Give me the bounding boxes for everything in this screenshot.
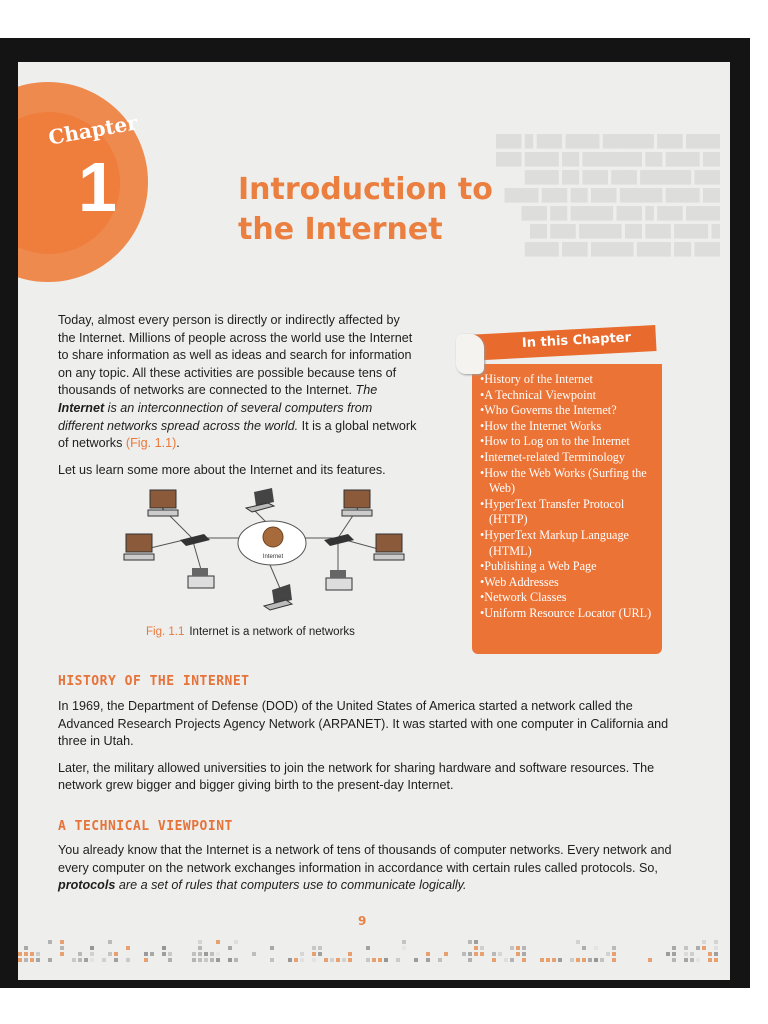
pixel-block xyxy=(336,958,340,962)
pixel-block xyxy=(594,946,598,950)
pixel-block xyxy=(192,958,196,962)
chapter-topic-item: • How the Internet Works xyxy=(480,419,658,435)
pixel-block xyxy=(684,946,688,950)
pixel-block xyxy=(312,958,316,962)
pixel-block xyxy=(204,958,208,962)
intro-paragraph xyxy=(58,312,418,453)
in-this-chapter-box xyxy=(456,320,662,662)
pixel-block xyxy=(462,952,466,956)
pixel-block xyxy=(144,952,148,956)
pixel-block xyxy=(684,958,688,962)
pixel-block xyxy=(648,958,652,962)
chapter-topic-item: • HyperText Transfer Protocol (HTTP) xyxy=(480,497,658,528)
pixel-block xyxy=(672,958,676,962)
pixel-block xyxy=(672,946,676,950)
pixel-block xyxy=(72,958,76,962)
chapter-number: 1 xyxy=(78,148,117,226)
pixel-block xyxy=(18,952,22,956)
pixel-block xyxy=(546,958,550,962)
chapter-topic-item: • HyperText Markup Language (HTML) xyxy=(480,528,658,559)
chapter-topic-item: • How the Web Works (Surfing the Web) xyxy=(480,466,658,497)
intro-definition-start: The xyxy=(355,383,378,398)
pixel-block xyxy=(384,958,388,962)
pixel-block xyxy=(312,946,316,950)
chapter-topic-item: • Web Addresses xyxy=(480,575,658,591)
intro-definition: is an interconnection of several computers from different networks spread across the world. xyxy=(58,400,373,433)
chapter-topic-item: • Internet-related Terminology xyxy=(480,450,658,466)
pixel-block xyxy=(684,952,688,956)
pixel-block xyxy=(552,958,556,962)
pixel-block xyxy=(672,952,676,956)
desktop-top-left-icon xyxy=(148,490,178,516)
pixel-block xyxy=(510,946,514,950)
pixel-block xyxy=(36,958,40,962)
pixel-block xyxy=(606,952,610,956)
laptop-bottom-icon xyxy=(264,584,292,610)
desktop-left-icon xyxy=(124,534,154,560)
internet-cloud xyxy=(238,521,306,565)
pixel-block xyxy=(348,952,352,956)
intro-text: Today, almost every person is directly or indirectly affected by the Internet. Millions of people across the world use the Internet to share information as well as ideas and search for information on any topic. All these activities are possible because tens of thousands of networks are connected to the Internet. xyxy=(58,313,413,398)
pixel-block xyxy=(318,946,322,950)
pixel-block xyxy=(474,952,478,956)
pixel-block xyxy=(492,952,496,956)
in-this-chapter-heading: In this Chapter xyxy=(521,330,632,352)
internet-term: Internet xyxy=(58,400,105,415)
chapter-topic-item: • Who Governs the Internet? xyxy=(480,403,658,419)
chapter-title xyxy=(238,170,558,250)
history-section xyxy=(58,698,678,804)
figure-reference: (Fig. 1.1) xyxy=(125,436,177,451)
book-page xyxy=(18,62,730,980)
pixel-block xyxy=(498,952,502,956)
pixel-block xyxy=(474,946,478,950)
chapter-topic-item: • Uniform Resource Locator (URL) xyxy=(480,606,658,622)
pixel-block xyxy=(588,958,592,962)
laptop-top-center-icon xyxy=(246,488,274,512)
pixel-block xyxy=(582,958,586,962)
pixel-block xyxy=(90,946,94,950)
pixel-block xyxy=(522,946,526,950)
pixel-block xyxy=(48,940,52,944)
pixel-block xyxy=(108,952,112,956)
pixel-block xyxy=(36,952,40,956)
pixel-block xyxy=(210,952,214,956)
pixel-block xyxy=(426,958,430,962)
pixel-block xyxy=(234,958,238,962)
page-number: 9 xyxy=(358,914,367,928)
pixel-block xyxy=(612,958,616,962)
pixel-block xyxy=(666,952,670,956)
pixel-block xyxy=(378,958,382,962)
chapter-topic-item: • History of the Internet xyxy=(480,372,658,388)
pixel-block xyxy=(492,958,496,962)
pixel-block xyxy=(690,952,694,956)
history-paragraph-1: In 1969, the Department of Defense (DOD) of the United States of America started a network called the Advanced Research Projects Agency Network (ARPANET). It was started with one computer in California and three in Utah. xyxy=(58,699,669,749)
pixel-block xyxy=(324,958,328,962)
pixel-block xyxy=(540,958,544,962)
pixel-block xyxy=(480,946,484,950)
pixel-block xyxy=(612,952,616,956)
pixel-block xyxy=(30,958,34,962)
protocols-definition: are a set of rules that computers use to communicate logically. xyxy=(115,878,467,893)
router-left-icon xyxy=(180,534,210,546)
network-figure xyxy=(112,478,412,638)
pixel-block xyxy=(294,958,298,962)
pixel-block xyxy=(78,952,82,956)
pixel-block xyxy=(690,958,694,962)
pixel-block xyxy=(168,958,172,962)
pixel-block xyxy=(318,952,322,956)
pixel-block xyxy=(468,958,472,962)
pixel-block xyxy=(228,958,232,962)
figure-caption-text: Internet is a network of networks xyxy=(189,626,355,638)
pixel-block xyxy=(228,946,232,950)
pixel-block xyxy=(198,946,202,950)
pixel-block xyxy=(144,958,148,962)
pixel-block xyxy=(366,946,370,950)
pixel-block xyxy=(522,952,526,956)
pixel-block xyxy=(612,946,616,950)
pixel-block xyxy=(576,940,580,944)
chapter-topic-item: • How to Log on to the Internet xyxy=(480,434,658,450)
chapter-label: Chapter xyxy=(46,110,140,150)
pixel-block xyxy=(714,958,718,962)
chapter-topic-item: • Network Classes xyxy=(480,590,658,606)
pixel-block xyxy=(558,958,562,962)
pixel-block xyxy=(198,952,202,956)
pixel-block xyxy=(504,958,508,962)
pixel-block xyxy=(270,958,274,962)
pixel-block xyxy=(372,958,376,962)
chapter-topics-list xyxy=(480,372,658,622)
pixel-block xyxy=(396,958,400,962)
pixel-block xyxy=(696,958,700,962)
chapter-topic-item: • A Technical Viewpoint xyxy=(480,388,658,404)
pixel-block xyxy=(522,958,526,962)
pixel-block xyxy=(288,958,292,962)
pixel-block xyxy=(714,952,718,956)
pixel-block xyxy=(234,940,238,944)
pixel-block xyxy=(126,958,130,962)
pixel-block xyxy=(516,952,520,956)
pixel-block xyxy=(150,952,154,956)
pixel-block xyxy=(162,952,166,956)
pixel-block xyxy=(300,958,304,962)
desktop-top-right-icon xyxy=(342,490,372,516)
pixel-block xyxy=(438,958,442,962)
pixel-block xyxy=(24,952,28,956)
pixel-block xyxy=(468,952,472,956)
pixel-block xyxy=(468,940,472,944)
pixel-block xyxy=(204,952,208,956)
pixel-block xyxy=(444,952,448,956)
figure-caption xyxy=(146,626,355,638)
pixel-block xyxy=(402,940,406,944)
pixel-block xyxy=(300,952,304,956)
intro-end: . xyxy=(176,436,180,451)
pixel-block xyxy=(48,958,52,962)
technical-viewpoint-heading: A TECHNICAL VIEWPOINT xyxy=(58,819,233,834)
technical-text: You already know that the Internet is a network of tens of thousands of computer networks. Every network and every computer on the network exchanges information in accordance with certain rules called protocols. So, xyxy=(58,843,672,875)
pixel-block xyxy=(576,958,580,962)
pixel-block xyxy=(60,946,64,950)
pixel-block xyxy=(342,958,346,962)
pixel-block xyxy=(402,946,406,950)
pixel-block xyxy=(600,958,604,962)
pixel-block xyxy=(270,946,274,950)
pixel-block xyxy=(702,946,706,950)
pixel-block xyxy=(114,958,118,962)
pixel-block xyxy=(252,952,256,956)
desktop-right-icon xyxy=(374,534,404,560)
technical-paragraph xyxy=(58,842,678,895)
pixel-block xyxy=(60,940,64,944)
pixel-block xyxy=(102,958,106,962)
pixel-block xyxy=(702,940,706,944)
pixel-block xyxy=(60,952,64,956)
pixel-block xyxy=(168,952,172,956)
pixel-block xyxy=(312,952,316,956)
pixel-block xyxy=(30,952,34,956)
pixel-block xyxy=(24,946,28,950)
pixel-block xyxy=(78,958,82,962)
printer-left-icon xyxy=(188,568,214,588)
pixel-block xyxy=(192,952,196,956)
pixel-block xyxy=(90,952,94,956)
pixel-block xyxy=(714,940,718,944)
pixel-block xyxy=(24,958,28,962)
pixel-block xyxy=(366,958,370,962)
pixel-block xyxy=(426,952,430,956)
intro-paragraph-2: Let us learn some more about the Internet and its features. xyxy=(58,462,386,477)
pixel-block xyxy=(216,940,220,944)
chapter-title-line-2: the Internet xyxy=(238,212,443,247)
pixel-block xyxy=(714,946,718,950)
pixel-block xyxy=(198,958,202,962)
pixel-block xyxy=(216,958,220,962)
pixel-block xyxy=(114,952,118,956)
pixel-block xyxy=(414,958,418,962)
history-heading: HISTORY OF THE INTERNET xyxy=(58,674,250,689)
paper-curl-decoration xyxy=(456,334,484,374)
pixel-block xyxy=(198,940,202,944)
pixel-block xyxy=(210,958,214,962)
chapter-topic-item: • Publishing a Web Page xyxy=(480,559,658,575)
pixel-block xyxy=(162,946,166,950)
in-this-chapter-banner xyxy=(465,325,656,361)
pixel-block xyxy=(696,946,700,950)
pixel-block xyxy=(480,952,484,956)
pixel-block xyxy=(108,940,112,944)
bleed-through-text: ████ ███ ██████ ████ ███ █ ███ ██ ████ ██ ███████ ██ ████ ███ ███ ██████ ███ ███ ██ ████ ██ ████ █████ ███ ██ ███ ████ ████ ███ █ ███ █████ ██ ███ █ ████ ███ ██ █████ ███ ██ ███ ██ ████ █████ ███ ████ xyxy=(495,134,720,256)
pixel-block xyxy=(474,940,478,944)
pixel-block xyxy=(330,958,334,962)
pixel-block xyxy=(84,958,88,962)
printer-right-icon xyxy=(326,570,352,590)
pixel-footer-decoration xyxy=(18,920,730,968)
pixel-block xyxy=(510,958,514,962)
pixel-block xyxy=(570,958,574,962)
pixel-block xyxy=(594,958,598,962)
figure-caption-number: Fig. 1.1 xyxy=(146,626,185,638)
chapter-title-line-1: Introduction to xyxy=(238,172,493,207)
technical-section xyxy=(58,842,678,895)
pixel-block xyxy=(18,958,22,962)
pixel-block xyxy=(126,946,130,950)
pixel-block xyxy=(348,958,352,962)
pixel-block xyxy=(708,952,712,956)
internet-cloud-label: Internet xyxy=(262,554,284,560)
pixel-block xyxy=(216,952,220,956)
intro-section xyxy=(58,312,418,488)
intro-text-cont: It is a global network of networks xyxy=(58,418,417,451)
pixel-block xyxy=(582,946,586,950)
protocols-term: protocols xyxy=(58,878,116,893)
pixel-block xyxy=(516,946,520,950)
pixel-block xyxy=(708,958,712,962)
pixel-block xyxy=(90,958,94,962)
history-paragraph-2: Later, the military allowed universities to join the network for sharing hardware and software resources. The network grew bigger and bigger giving birth to the present-day Internet. xyxy=(58,760,655,793)
